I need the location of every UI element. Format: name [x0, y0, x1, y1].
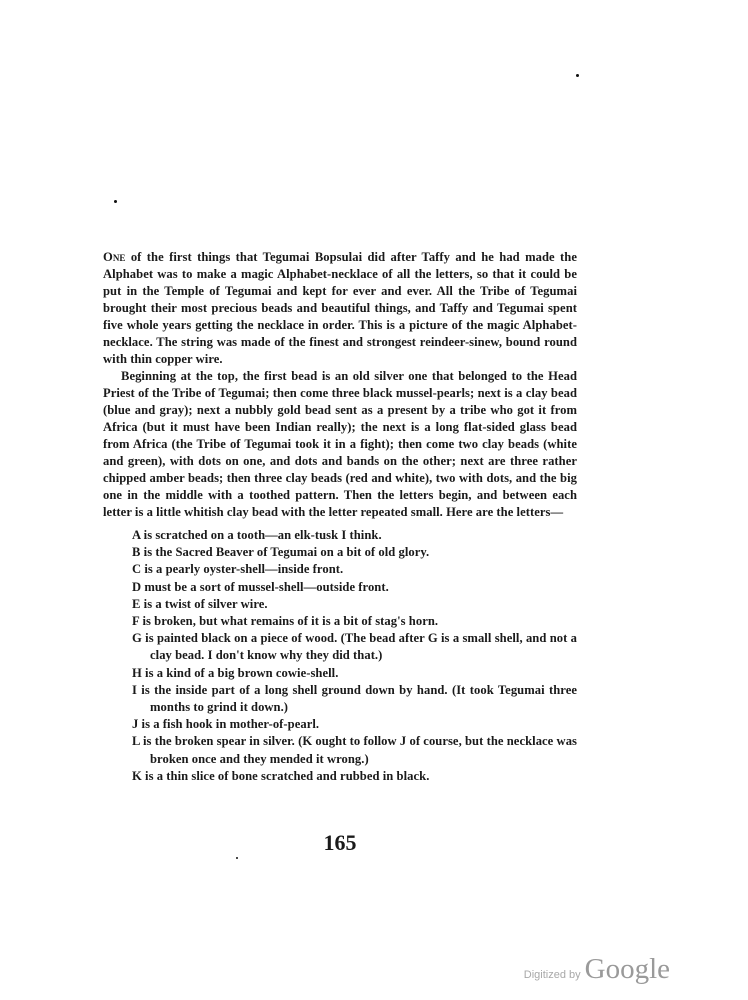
letter-item: C is a pearly oyster-shell—inside front.	[132, 562, 344, 577]
letter-item: F is broken, but what remains of it is a bit of stag's horn.	[132, 614, 439, 629]
letter-item: D must be a sort of mussel-shell—outside front.	[132, 579, 389, 594]
letter-item: L is the broken spear in silver. (K ought to follow J of course, but the necklace was broken once and they mended it wrong.)	[132, 734, 577, 766]
page-body	[103, 249, 577, 785]
digitized-by-google-watermark	[524, 953, 670, 986]
letters-list	[103, 527, 577, 785]
letter-item: J is a fish hook in mother-of-pearl.	[132, 717, 320, 732]
paragraph-1	[103, 249, 577, 368]
ink-speck	[114, 200, 117, 203]
letter-item: H is a kind of a big brown cowie-shell.	[132, 665, 339, 680]
ink-speck	[576, 74, 579, 77]
letter-item: E is a twist of silver wire.	[132, 596, 268, 611]
watermark-caption: Digitized by	[523, 969, 581, 981]
lead-word: One	[103, 250, 126, 264]
google-logo: Google	[584, 953, 670, 985]
letter-item: A is scratched on a tooth—an elk-tusk I think.	[132, 528, 382, 542]
paragraph-1-text: of the first things that Tegumai Bopsulai did after Taffy and he had made the Alphabet was to make a magic Alphabet-necklace of all the letters, so that it could be put in the Temple of Tegumai and kept for ever and ever. All the Tribe of Tegumai brought their most precious beads and beautiful things, and Taffy and Tegumai spent five whole years getting the necklace in order. This is a picture of the magic Alphabet-necklace. The string was made of the finest and strongest reindeer-sinew, bound round with thin copper wire.	[103, 250, 577, 366]
letter-item: B is the Sacred Beaver of Tegumai on a bit of old glory.	[132, 545, 430, 560]
letter-item: I is the inside part of a long shell ground down by hand. (It took Tegumai three months to grind it down.)	[132, 682, 577, 715]
letter-item: K is a thin slice of bone scratched and rubbed in black.	[132, 768, 430, 783]
page-number: 165	[323, 830, 357, 855]
ink-speck	[236, 857, 238, 859]
paragraph-2: Beginning at the top, the first bead is an old silver one that belonged to the Head Priest of the Tribe of Tegumai; then come three black mussel-pearls; next is a clay bead (blue and gray); next a nubbly gold bead sent as a present by a tribe who got it from Africa (but it must have been Indian really); the next is a long flat-sided glass bead from Africa (the Tribe of Tegumai took it in a fight); then come two clay beads (white and green), with dots on one, and dots and bands on the other; next are three rather chipped amber beads; then three clay beads (red and white), two with dots, and the big one in the middle with a toothed pattern. Then the letters begin, and between each letter is a little whitish clay bead with the letter repeated small. Here are the letters—	[103, 369, 577, 519]
letter-item: G is painted black on a piece of wood. (The bead after G is a small shell, and not a clay bead. I don't know why they did that.)	[132, 631, 577, 663]
